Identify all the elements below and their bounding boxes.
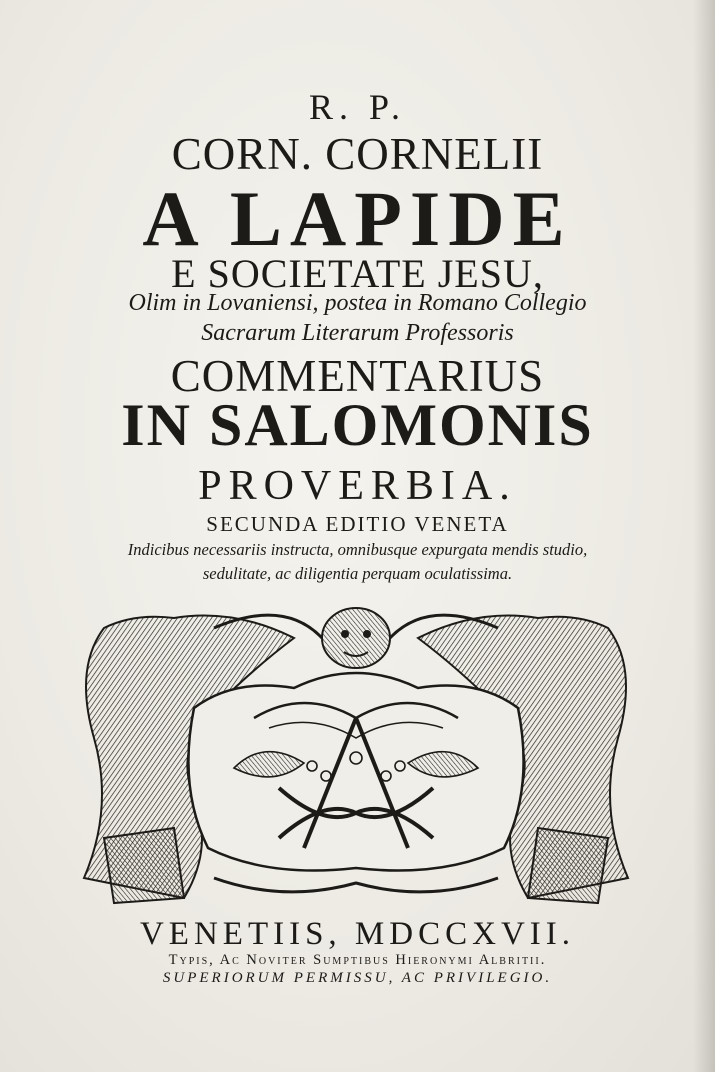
work-type: COMMENTARIUS: [170, 351, 545, 401]
work-subject: IN SALOMONIS: [121, 392, 594, 458]
imprint-place-date: VENETIIS, MDCCXVII.: [139, 916, 576, 952]
baroque-printers-device-icon: [64, 598, 648, 906]
imprint-printer: Typis, Ac Noviter Sumptibus Hieronymi Albritii.: [168, 952, 547, 968]
author-name: CORN. CORNELII: [171, 129, 544, 179]
description-line-1: Indicibus necessariis instructa, omnibusque expurgata mendis studio,: [127, 540, 588, 559]
author-prefix: R. P.: [308, 87, 407, 127]
page-edge-shadow: [693, 0, 715, 1072]
role-line-1: Olim in Lovaniensi, postea in Romano Collegio: [128, 290, 587, 316]
role-line-2: Sacrarum Literarum Professoris: [201, 320, 514, 346]
description-line-2: sedulitate, ac diligentia perquam oculatissima.: [202, 564, 513, 583]
imprint-license: SUPERIORUM PERMISSU, AC PRIVILEGIO.: [162, 970, 553, 986]
society-line: E SOCIETATE JESU,: [171, 251, 544, 296]
edition-line: SECUNDA EDITIO VENETA: [206, 512, 509, 536]
author-surname: A LAPIDE: [142, 175, 573, 262]
work-book: PROVERBIA.: [198, 463, 517, 509]
